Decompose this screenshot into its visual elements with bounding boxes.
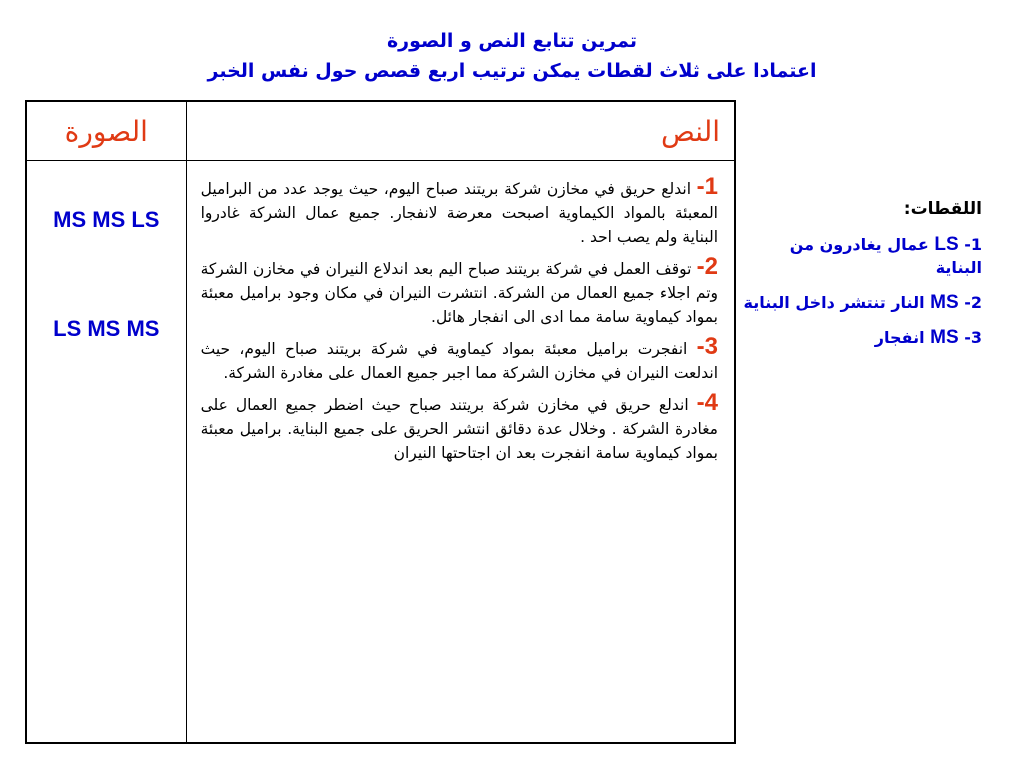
paragraph-number: 4-: [696, 389, 718, 416]
shot-legend-number: 2-: [964, 293, 982, 312]
story-paragraph-4: [187, 391, 734, 465]
paragraph-text: انفجرت براميل معبئة بمواد كيماوية في شركة بريتند صباح اليوم، حيث اندلعت النيران في مخازن الشركة مما اجبر جميع العمال على مغادرة الشركة.: [200, 340, 718, 382]
paragraph-number: 2-: [696, 253, 718, 280]
shot-legend-item-1: [740, 233, 982, 279]
table-header-row: [26, 101, 735, 161]
text-column-cell: [186, 161, 735, 744]
shot-legend-number: 3-: [964, 328, 982, 347]
image-column-header: الصورة: [26, 101, 186, 161]
story-paragraph-1: [187, 175, 734, 249]
page-subtitle: اعتمادا على ثلاث لقطات يمكن ترتيب اربع قصص حول نفس الخبر: [207, 60, 817, 82]
story-paragraph-2: [187, 255, 734, 329]
shots-legend-title: اللقطات:: [903, 199, 982, 219]
text-column-header: النص: [186, 101, 735, 161]
shot-sequence-1: MS MS LS: [53, 207, 160, 232]
shot-legend-description: عمال يغادرون من البناية: [789, 235, 982, 277]
paragraph-number: 1-: [696, 173, 718, 200]
shot-sequence-2: LS MS MS: [53, 316, 160, 341]
page-title: تمرين تتابع النص و الصورة: [386, 30, 638, 52]
shot-legend-item-2: [740, 291, 982, 314]
shot-legend-number: 1-: [964, 235, 982, 254]
story-paragraph-3: [187, 335, 734, 385]
shot-legend-description: انفجار: [874, 328, 925, 347]
shot-legend-code: MS: [930, 292, 959, 313]
shot-legend-item-3: [740, 326, 982, 349]
shot-legend-description: النار تنتشر داخل البناية: [743, 293, 925, 312]
paragraph-text: اندلع حريق في مخازن شركة بريتند صباح حيث اضطر جميع العمال على مغادرة الشركة . وخلال عدة دقائق انتشر الحريق على جميع البناية. براميل معبئة بمواد كيماوية سامة انفجرت بعد ان اجتاحتها النيران: [200, 396, 718, 462]
paragraph-text: اندلع حريق في مخازن شركة بريتند صباح اليوم، حيث يوجد عدد من البراميل المعبئة بالمواد الكيماوية اصبحت معرضة لانفجار. جميع عمال الشركة غادروا البناية ولم يصب احد .: [200, 180, 718, 246]
shot-legend-code: MS: [930, 327, 959, 348]
image-column-cell: [26, 161, 186, 744]
shots-legend: [740, 198, 982, 361]
paragraph-number: 3-: [696, 333, 718, 360]
shot-legend-code: LS: [934, 234, 959, 255]
paragraph-text: توقف العمل في شركة بريتند صباح اليم بعد اندلاع النيران في مخازن الشركة وتم اجلاء جميع العمال من الشركة. انتشرت النيران في مكان وجود براميل معبئة بمواد كيماوية سامة مما ادى الى انفجار هائل.: [200, 260, 718, 326]
table-body-row: [26, 161, 735, 744]
sequence-table: [25, 100, 736, 744]
